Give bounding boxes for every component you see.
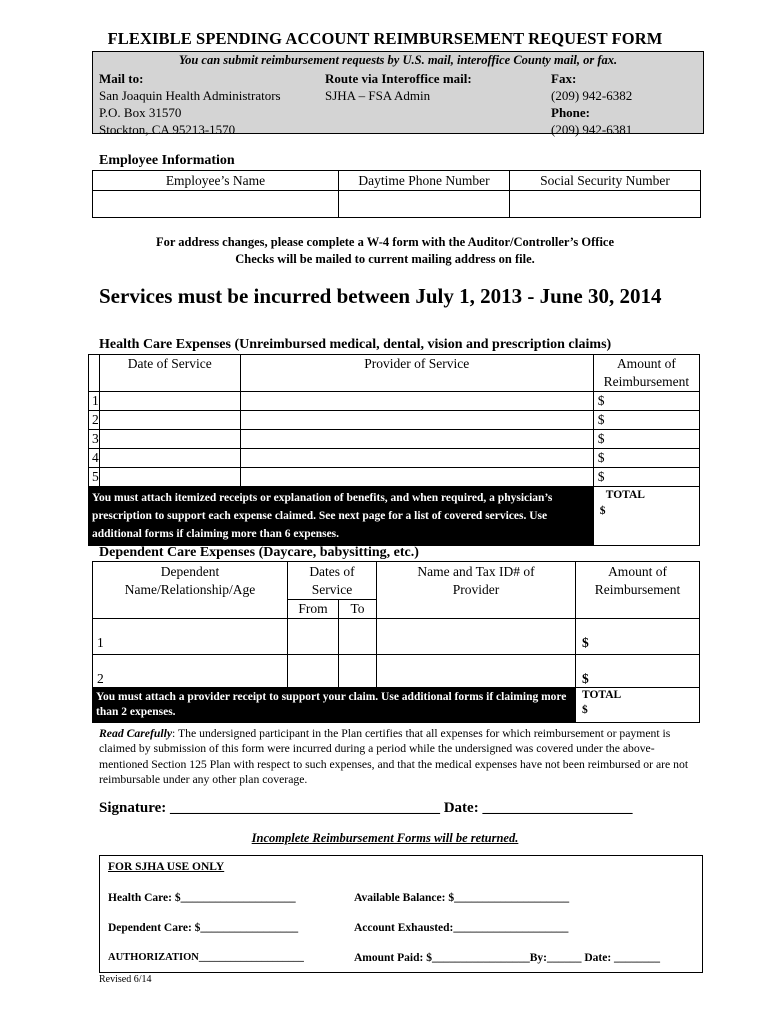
ssn-field[interactable] xyxy=(510,191,701,218)
col-employee-name: Employee’s Name xyxy=(93,171,339,191)
col-amount: Amount of Reimbursement xyxy=(593,355,699,392)
sjha-account-exhausted[interactable]: Account Exhausted:____________________ xyxy=(354,922,569,934)
services-period-heading: Services must be incurred between July 1, 2013 - June 30, 2014 xyxy=(99,284,662,308)
sjha-health-care[interactable]: Health Care: $____________________ xyxy=(108,892,296,904)
health-section-label: Health Care Expenses (Unreimbursed medical, dental, vision and prescription claims) xyxy=(99,337,612,352)
mail-to-line: P.O. Box 31570 xyxy=(99,105,182,120)
form-title: FLEXIBLE SPENDING ACCOUNT REIMBURSEMENT REQUEST FORM xyxy=(107,29,663,48)
certification-text: : The undersigned participant in the Plan certifies that all expenses for which reimbursement or payment is claimed by submission of this form were incurred during a period while the undersigned was covered under the above-mentioned Section 125 Plan with respect to such expenses, and that the medical expenses have not been reimbursed or are not reimbursable under any other plan coverage. xyxy=(99,727,689,787)
table-row: 1 $ xyxy=(89,392,700,411)
table-row: 4 $ xyxy=(89,449,700,468)
sjha-header: FOR SJHA USE ONLY xyxy=(108,861,225,873)
employee-section-label: Employee Information xyxy=(99,153,235,168)
employee-table xyxy=(92,170,701,218)
table-row: 3 $ xyxy=(89,430,700,449)
interoffice-block xyxy=(325,70,472,104)
phone-value: (209) 942-6381 xyxy=(551,122,633,137)
col-dependent: Dependent Name/Relationship/Age xyxy=(93,562,288,619)
table-row: 2 $ xyxy=(89,411,700,430)
col-dates-of-service: Dates of Service xyxy=(288,562,377,600)
col-daytime-phone: Daytime Phone Number xyxy=(339,171,510,191)
col-provider-name-tax-id: Name and Tax ID# of Provider xyxy=(377,562,576,619)
phone-label: Phone: xyxy=(551,105,590,120)
sjha-dependent-care[interactable]: Dependent Care: $_________________ xyxy=(108,922,299,934)
col-to: To xyxy=(339,600,377,619)
dependent-attach-notice: You must attach a provider receipt to support your claim. Use additional forms if claiming more than 2 expenses. xyxy=(93,688,576,723)
address-notice-line: Checks will be mailed to current mailing address on file. xyxy=(235,252,535,266)
certification-paragraph xyxy=(99,726,689,788)
signature-date-line[interactable]: Signature: ____________________________________ Date: ____________________ xyxy=(99,800,633,816)
health-attach-notice: You must attach itemized receipts or explanation of benefits, and when required, a physician’s prescription to support each expense claimed. See next page for a list of covered services. Use additional forms if claiming more than 6 expenses. xyxy=(89,487,594,546)
table-row: 1 $ xyxy=(93,619,700,655)
mail-to-label: Mail to: xyxy=(99,71,144,86)
dependent-total[interactable]: TOTAL $ xyxy=(576,688,700,723)
col-ssn: Social Security Number xyxy=(510,171,701,191)
mailing-info-box xyxy=(92,51,704,137)
col-date-of-service: Date of Service xyxy=(99,355,240,392)
sjha-amount-paid[interactable]: Amount Paid: $_________________By:______ Date: ________ xyxy=(354,952,661,964)
sjha-use-box xyxy=(99,855,703,973)
fax-phone-block xyxy=(551,70,632,138)
col-from: From xyxy=(288,600,339,619)
health-total[interactable]: TOTAL $ xyxy=(593,487,699,546)
sjha-available-balance[interactable]: Available Balance: $____________________ xyxy=(354,892,570,904)
submission-note: You can submit reimbursement requests by U.S. mail, interoffice County mail, or fax. xyxy=(178,53,618,67)
dependent-section-label: Dependent Care Expenses (Daycare, babysitting, etc.) xyxy=(99,545,419,560)
interoffice-label: Route via Interoffice mail: xyxy=(325,71,472,86)
fax-value: (209) 942-6382 xyxy=(551,88,633,103)
address-notice-line: For address changes, please complete a W-4 form with the Auditor/Controller’s Office xyxy=(155,235,615,249)
col-dependent-amount: Amount of Reimbursement xyxy=(576,562,700,619)
interoffice-value: SJHA – FSA Admin xyxy=(325,88,431,103)
table-row: 2 $ xyxy=(93,655,700,688)
read-carefully-label: Read Carefully xyxy=(99,727,173,740)
mail-to-line: Stockton, CA 95213-1570 xyxy=(99,122,236,137)
table-row: 5 $ xyxy=(89,468,700,487)
address-notice xyxy=(0,234,770,268)
dependent-care-table xyxy=(92,561,700,723)
incomplete-forms-notice: Incomplete Reimbursement Forms will be returned. xyxy=(251,831,519,845)
daytime-phone-field[interactable] xyxy=(339,191,510,218)
mail-to-block xyxy=(99,70,281,138)
health-care-table xyxy=(88,354,700,546)
revision-date: Revised 6/14 xyxy=(99,974,152,985)
col-provider-of-service: Provider of Service xyxy=(240,355,593,392)
sjha-authorization[interactable]: AUTHORIZATION____________________ xyxy=(108,952,304,963)
mail-to-line: San Joaquin Health Administrators xyxy=(99,88,281,103)
fax-label: Fax: xyxy=(551,71,577,86)
employee-name-field[interactable] xyxy=(93,191,339,218)
